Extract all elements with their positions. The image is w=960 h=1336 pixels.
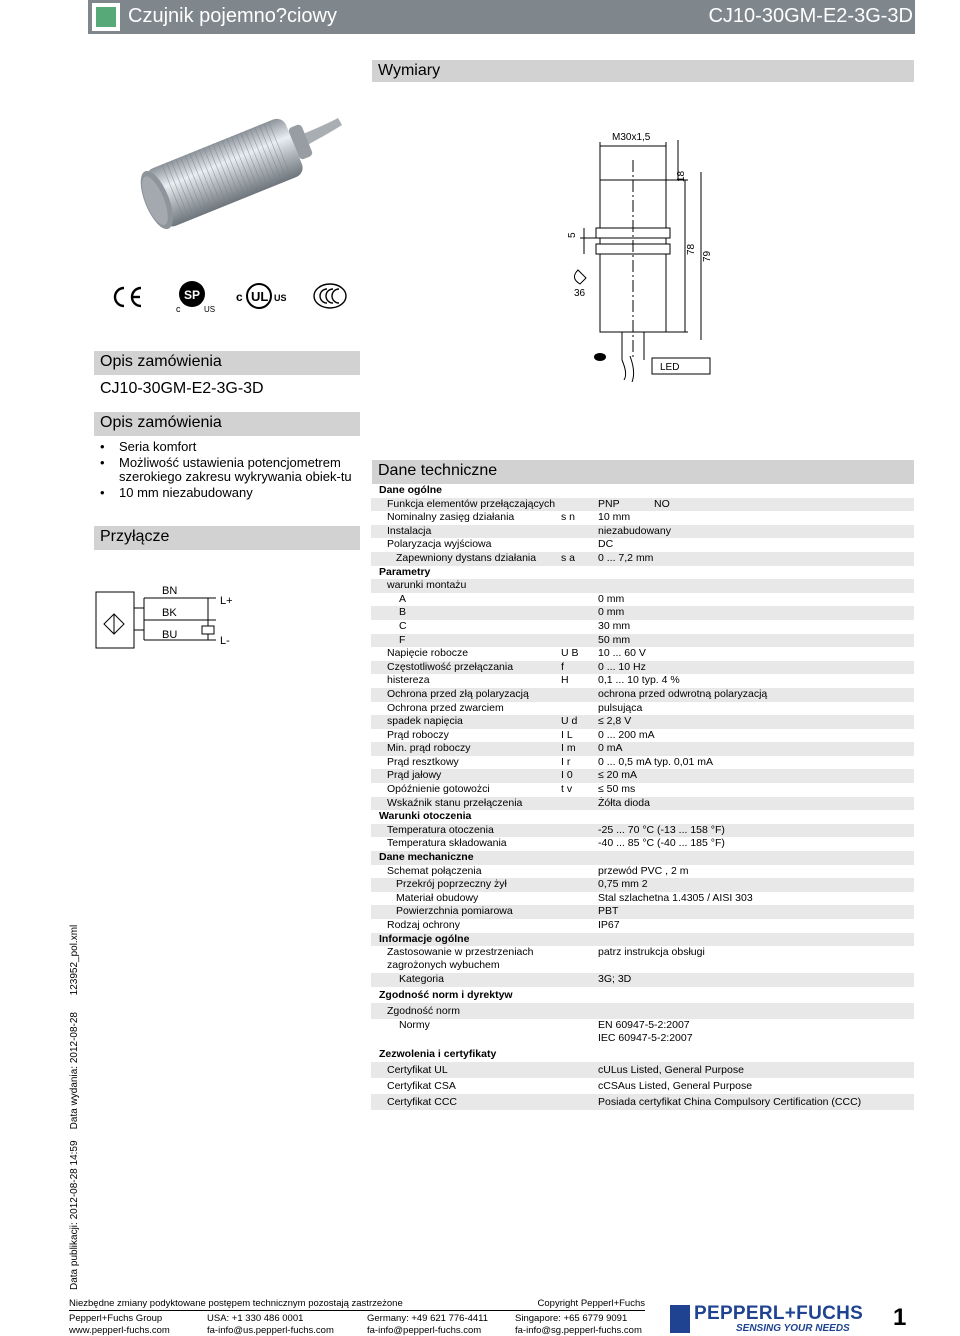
table-row (371, 511, 914, 525)
table-row (371, 742, 914, 756)
adjust-icon (594, 353, 606, 361)
table-row (371, 647, 914, 661)
table-row (371, 579, 914, 593)
svg-text:c: c (236, 290, 243, 304)
usa-email-link[interactable]: fa-info@us.pepperl-fuchs.com (207, 1325, 334, 1336)
row-label: Informacje ogólne (379, 932, 470, 945)
table-row (371, 661, 914, 675)
row-value: 0 mm (598, 592, 625, 605)
svg-text:18: 18 (676, 170, 687, 182)
svg-text:78: 78 (686, 243, 697, 255)
table-row (371, 729, 914, 743)
row-label: Zastosowanie w przestrzeniach zagrożonych wybuchem (387, 946, 534, 972)
order-description-heading: Opis zamówienia (94, 351, 360, 375)
row-value: przewód PVC , 2 m (598, 864, 689, 877)
technical-data-heading: Dane techniczne (372, 460, 914, 484)
table-row (371, 1078, 914, 1094)
row-label: Temperatura składowania (387, 837, 507, 850)
table-row (371, 892, 914, 906)
row-label: Schemat połączenia (387, 864, 482, 877)
connection-heading: Przyłącze (94, 526, 360, 550)
table-row (371, 919, 914, 933)
row-label: Zgodność norm (387, 1004, 460, 1017)
row-label: Funkcja elementów przełączających (387, 497, 556, 510)
product-code: CJ10-30GM-E2-3G-3D (708, 5, 913, 27)
table-row (371, 715, 914, 729)
row-symbol: U B (561, 647, 579, 660)
dimension-drawing (560, 120, 720, 382)
category-icon (92, 3, 120, 31)
row-symbol: s n (561, 511, 576, 524)
svg-text:L-: L- (220, 635, 230, 647)
table-row (371, 878, 914, 892)
ce-mark-icon (115, 288, 141, 306)
table-row (371, 905, 914, 919)
row-value: -40 ... 85 °C (-40 ... 185 °F) (598, 837, 725, 850)
row-value: 0,75 mm 2 (598, 878, 648, 891)
svg-text:M30x1,5: M30x1,5 (612, 132, 651, 143)
svg-text:US: US (204, 305, 216, 314)
row-value: 0 ... 7,2 mm (598, 551, 654, 564)
row-label: A (399, 592, 407, 605)
svg-text:5: 5 (567, 232, 578, 238)
row-label: Zezwolenia i certyfikaty (379, 1047, 497, 1060)
product-type-title: Czujnik pojemno?ciowy (128, 5, 337, 27)
svg-text:LED: LED (660, 362, 680, 373)
row-value: Posiada certyfikat China Compulsory Certification (CCC) (598, 1095, 862, 1108)
page-number: 1 (893, 1304, 907, 1331)
row-symbol: I L (561, 728, 573, 741)
table-group-header (371, 484, 914, 498)
table-row (371, 498, 914, 512)
svg-text:SP: SP (184, 288, 201, 302)
row-label: Certyfikat UL (387, 1063, 448, 1076)
row-label: Zgodność norm i dyrektyw (379, 988, 513, 1001)
svg-text:BK: BK (162, 607, 177, 619)
row-value: 0 ... 200 mA (598, 728, 655, 741)
table-row (371, 620, 914, 634)
row-value: cULus Listed, General Purpose (598, 1063, 744, 1076)
publication-info (69, 925, 80, 1290)
certification-marks (108, 278, 358, 318)
table-row (371, 1003, 914, 1019)
row-label: histereza (387, 674, 430, 687)
row-value: ≤ 2,8 V (598, 715, 632, 728)
issue-date: Data wydania: 2012-08-28 (69, 1012, 80, 1130)
ul-mark-icon (236, 284, 287, 308)
row-symbol: s a (561, 551, 576, 564)
row-label: C (399, 619, 407, 632)
row-value: pulsująca (598, 701, 643, 714)
row-value: 0,1 ... 10 typ. 4 % (598, 674, 680, 687)
page-header (88, 0, 915, 34)
svg-text:US: US (274, 293, 287, 303)
row-value: Żółta dioda (598, 796, 650, 809)
row-label: Normy (399, 1018, 430, 1031)
row-label: spadek napięcia (387, 715, 463, 728)
usa-phone: USA: +1 330 486 0001 (207, 1313, 304, 1324)
row-label: Przekrój poprzeczny żył (396, 878, 507, 891)
table-row (371, 797, 914, 811)
company-website-link[interactable]: www.pepperl-fuchs.com (69, 1325, 170, 1336)
row-value: 10 mm (598, 511, 631, 524)
ccc-mark-icon (314, 284, 346, 308)
row-value: 30 mm (598, 619, 631, 632)
list-item: • Seria komfort (100, 440, 362, 454)
row-label: F (399, 633, 406, 646)
feature-list (100, 440, 362, 502)
table-group-header (371, 933, 914, 947)
svg-text:BN: BN (162, 585, 178, 597)
row-label: Częstotliwość przełączania (387, 660, 514, 673)
csa-mark-icon (176, 281, 215, 314)
row-label: Powierzchnia pomiarowa (396, 905, 513, 918)
row-symbol: U d (561, 715, 578, 728)
row-value: ≤ 20 mA (598, 769, 638, 782)
row-label: Certyfikat CSA (387, 1079, 456, 1092)
row-value: 50 mm (598, 633, 631, 646)
row-label: Wskaźnik stanu przełączenia (387, 796, 523, 809)
row-label: B (399, 606, 407, 619)
row-label: Temperatura otoczenia (387, 823, 494, 836)
row-label: Warunki otoczenia (379, 810, 472, 823)
row-label: Prąd resztkowy (387, 755, 459, 768)
table-group-header (371, 987, 914, 1003)
row-label: Ochrona przed zwarciem (387, 701, 504, 714)
row-label: Parametry (379, 565, 431, 578)
row-value: EN 60947-5-2:2007 IEC 60947-5-2:2007 (598, 1018, 693, 1044)
table-group-header (371, 810, 914, 824)
row-label: Polaryzacja wyjściowa (387, 538, 492, 551)
row-value: DC (598, 538, 614, 551)
table-row (371, 538, 914, 552)
technical-data-table (371, 484, 914, 1110)
table-group-header (371, 1046, 914, 1062)
table-row (371, 606, 914, 620)
row-symbol: I m (561, 742, 576, 755)
table-group-header (371, 566, 914, 580)
row-value: IP67 (598, 919, 620, 931)
row-value: 0 mA (598, 742, 623, 755)
singapore-email-link[interactable]: fa-info@sg.pepperl-fuchs.com (515, 1325, 642, 1336)
row-value: 10 ... 60 V (598, 647, 646, 660)
svg-text:36: 36 (574, 288, 586, 299)
row-value: 3G; 3D (598, 973, 632, 986)
table-row (371, 1094, 914, 1110)
row-value: 0 mm (598, 606, 625, 619)
list-item: • 10 mm niezabudowany (100, 486, 362, 500)
table-row (371, 769, 914, 783)
row-label: Zapewniony dystans działania (396, 551, 537, 564)
dimensions-heading: Wymiary (372, 60, 914, 82)
row-symbol: t v (561, 783, 573, 796)
row-label: Kategoria (399, 973, 444, 986)
pepperl-fuchs-logo-icon (670, 1305, 690, 1333)
row-label: Napięcie robocze (387, 647, 469, 660)
table-row (371, 688, 914, 702)
brand-name: PEPPERL+FUCHS (694, 1303, 864, 1324)
row-value: 0 ... 10 Hz (598, 660, 646, 673)
svg-text:79: 79 (702, 250, 713, 262)
row-label: Rodzaj ochrony (387, 919, 460, 931)
row-label: Opóźnienie gotowożci (387, 783, 490, 796)
publication-date: Data publikacji: 2012-08-28 14:59 (69, 1140, 80, 1290)
sensor-photo (118, 98, 358, 238)
row-symbol: I 0 (561, 769, 573, 782)
svg-text:c: c (176, 304, 181, 314)
germany-phone: Germany: +49 621 776-4411 (367, 1313, 489, 1324)
row-value: niezabudowany (598, 524, 671, 537)
wiring-diagram (94, 580, 244, 652)
table-row (371, 837, 914, 851)
svg-text:L+: L+ (220, 595, 233, 607)
row-label: Ochrona przed złą polaryzacją (387, 687, 529, 700)
row-value: cCSAus Listed, General Purpose (598, 1079, 753, 1092)
brand-logo (670, 1302, 870, 1336)
row-value: -25 ... 70 °C (-13 ... 158 °F) (598, 823, 725, 836)
table-row (371, 865, 914, 879)
table-row (371, 973, 914, 987)
row-label: Dane ogólne (379, 484, 443, 496)
row-label: Materiał obudowy (396, 891, 479, 904)
row-value: PNP (598, 497, 620, 510)
legal-notice: Niezbędne zmiany podyktowane postępem technicznym pozostają zastrzeżone (69, 1298, 403, 1309)
table-row (371, 783, 914, 797)
row-label: Nominalny zasięg działania (387, 511, 515, 524)
row-symbol: H (561, 674, 569, 687)
row-value: 0 ... 0,5 mA typ. 0,01 mA (598, 755, 713, 768)
svg-text:BU: BU (162, 629, 178, 641)
table-row (371, 824, 914, 838)
file-name: 123952_pol.xml (69, 924, 80, 996)
brand-slogan: SENSING YOUR NEEDS (736, 1323, 850, 1334)
row-label: Instalacja (387, 524, 432, 537)
table-row (371, 946, 914, 973)
row-label: Prąd roboczy (387, 728, 449, 741)
table-row (371, 1019, 914, 1046)
svg-text:UL: UL (251, 289, 269, 304)
company-group: Pepperl+Fuchs Group (69, 1313, 163, 1324)
features-heading: Opis zamówienia (94, 412, 360, 436)
copyright: Copyright Pepperl+Fuchs (537, 1298, 645, 1309)
singapore-phone: Singapore: +65 6779 9091 (515, 1313, 628, 1324)
table-row (371, 702, 914, 716)
table-row (371, 674, 914, 688)
row-label: Dane mechaniczne (379, 851, 474, 864)
row-value: patrz instrukcja obsługi (598, 946, 705, 959)
row-value-secondary: NO (654, 497, 670, 510)
row-label: Certyfikat CCC (387, 1095, 458, 1108)
row-value: PBT (598, 905, 619, 918)
row-symbol: f (561, 660, 564, 673)
table-row (371, 525, 914, 539)
order-code: CJ10-30GM-E2-3G-3D (100, 380, 264, 397)
table-group-header (371, 851, 914, 865)
list-item: • Możliwość ustawienia potencjometrem szerokiego zakresu wykrywania obiek-tu (100, 456, 362, 484)
row-value: ochrona przed odwrotną polaryzacją (598, 687, 768, 700)
table-row (371, 1062, 914, 1078)
row-label: Min. prąd roboczy (387, 742, 471, 755)
row-value: ≤ 50 ms (598, 783, 636, 796)
row-symbol: I r (561, 755, 571, 768)
table-row (371, 756, 914, 770)
row-value: Stal szlachetna 1.4305 / AISI 303 (598, 891, 753, 904)
row-label: warunki montażu (387, 579, 467, 592)
table-row (371, 634, 914, 648)
row-label: Prąd jałowy (387, 769, 442, 782)
table-row (371, 593, 914, 607)
table-row (371, 552, 914, 566)
germany-email-link[interactable]: fa-info@pepperl-fuchs.com (367, 1325, 482, 1336)
